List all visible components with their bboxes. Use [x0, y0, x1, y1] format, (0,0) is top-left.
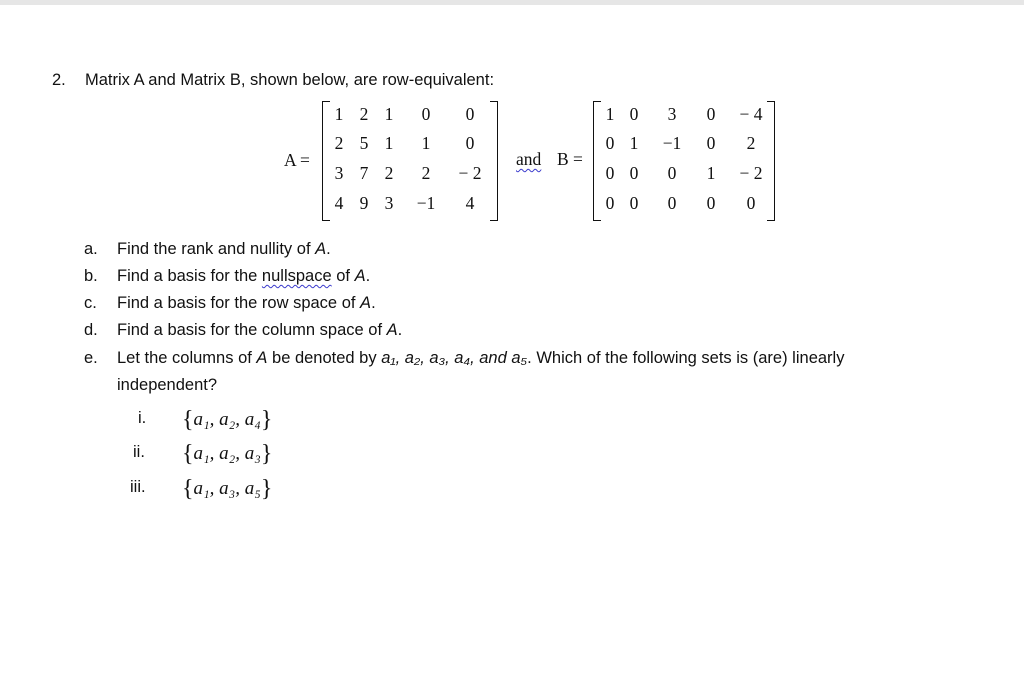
matrix-b-cell: 3 [667, 104, 677, 124]
matrix-a-cell: 5 [359, 133, 369, 153]
matrix-a-cell: 3 [334, 163, 344, 183]
matrix-a-cell: 2 [384, 163, 394, 183]
matrix-a-cell: 0 [421, 104, 431, 124]
matrix-b-cell: 0 [605, 133, 615, 153]
left-brace: { [182, 476, 194, 502]
and-word: and [516, 149, 542, 169]
matrix-b-cell: 1 [605, 104, 615, 124]
matrix-a-cell: 9 [359, 193, 369, 213]
subitem-ii-marker: ii. [133, 443, 145, 461]
matrix-b [593, 101, 775, 219]
matrix-b-cell: − 2 [739, 163, 763, 183]
matrix-b-cell: 0 [667, 163, 677, 183]
matrix-a-cell: −1 [416, 193, 436, 213]
subitem-i-marker: i. [138, 409, 147, 427]
part-a-marker: a. [84, 240, 98, 258]
matrix-a-cell: 1 [384, 104, 394, 124]
part-e-line1: Let the columns of A be denoted by a₁, a₂, a₃, a₄, and a₅. Which of the following sets is (are) linearly [117, 349, 845, 367]
left-brace: { [182, 407, 194, 433]
matrix-b-label: B = [557, 149, 583, 169]
part-d-text: Find a basis for the column space of A. [117, 321, 403, 339]
subitem-i-set: {a₁, a₂, a₄} [182, 407, 273, 433]
part-c-text: Find a basis for the row space of A. [117, 294, 376, 312]
problem-number: 2. [52, 71, 66, 89]
matrix-a-cell: − 2 [458, 163, 482, 183]
matrix-a-cell: 0 [465, 133, 475, 153]
part-d-marker: d. [84, 321, 98, 339]
matrix-a [322, 101, 498, 219]
matrix-b-cell: 0 [629, 163, 639, 183]
matrix-b-cell: 2 [746, 133, 756, 153]
part-e-marker: e. [84, 349, 98, 367]
matrix-a-cell: 4 [465, 193, 475, 213]
matrix-b-cell: − 4 [739, 104, 763, 124]
part-b-text: Find a basis for the nullspace of A. [117, 267, 371, 285]
matrix-b-cell: −1 [662, 133, 682, 153]
matrix-a-cell: 7 [359, 163, 369, 183]
subitem-iii-set: {a₁, a₃, a₅} [182, 476, 273, 502]
part-c-marker: c. [84, 294, 97, 312]
matrix-a-cell: 2 [359, 104, 369, 124]
matrix-b-cell: 0 [629, 193, 639, 213]
matrix-b-cell: 0 [706, 133, 716, 153]
part-b-marker: b. [84, 267, 98, 285]
matrix-b-cell: 0 [706, 193, 716, 213]
matrix-b-cell: 0 [746, 193, 756, 213]
top-border [0, 0, 1024, 5]
matrix-b-cell: 0 [629, 104, 639, 124]
part-e-line2: independent? [117, 376, 218, 394]
matrix-a-label: A = [284, 150, 310, 170]
matrix-b-cell: 0 [605, 163, 615, 183]
matrix-a-cell: 1 [384, 133, 394, 153]
right-brace: } [260, 476, 273, 502]
subitem-ii-set: {a₁, a₂, a₃} [182, 441, 273, 467]
matrix-a-right-bracket [490, 101, 498, 221]
nullspace-word: nullspace [261, 267, 332, 285]
matrix-b-cell: 0 [605, 193, 615, 213]
matrix-b-cell: 0 [667, 193, 677, 213]
matrix-a-cell: 3 [384, 193, 394, 213]
left-brace: { [182, 441, 194, 467]
problem-statement: Matrix A and Matrix B, shown below, are row-equivalent: [85, 71, 495, 89]
part-a-text: Find the rank and nullity of A. [117, 240, 331, 258]
right-brace: } [260, 441, 273, 467]
matrix-a-cell: 2 [334, 133, 344, 153]
subitem-iii-marker: iii. [130, 478, 146, 496]
matrix-b-cell: 0 [706, 104, 716, 124]
right-brace: } [260, 407, 273, 433]
matrix-a-cell: 1 [421, 133, 431, 153]
matrix-a-cell: 2 [421, 163, 431, 183]
matrix-b-cell: 1 [706, 163, 716, 183]
matrix-b-cell: 1 [629, 133, 639, 153]
matrix-a-cell: 0 [465, 104, 475, 124]
matrix-a-cell: 1 [334, 104, 344, 124]
matrix-a-cell: 4 [334, 193, 344, 213]
